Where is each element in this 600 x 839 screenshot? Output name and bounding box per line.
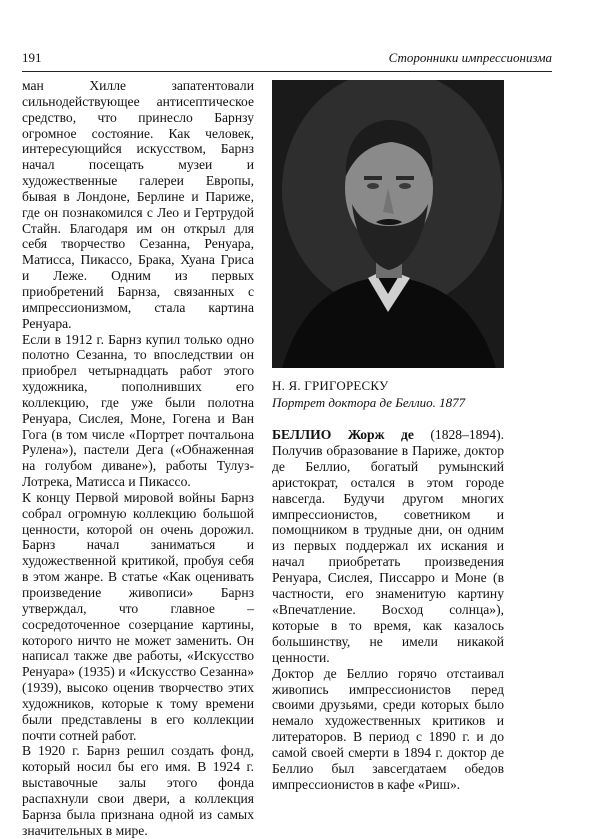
right-text-column bbox=[272, 427, 504, 793]
left-paragraph-4: В 1920 г. Барнз решил создать фонд, который носил бы его имя. В 1924 г. выставочные залы этого фонда распахнули свои двери, а коллекция Барнза была признана одной из самых значительных в мире. bbox=[22, 743, 254, 838]
left-text-column bbox=[22, 78, 254, 839]
running-title: Сторонники импрессионизма bbox=[388, 50, 552, 65]
page-number: 191 bbox=[22, 50, 42, 65]
figure-caption-title: Портрет доктора де Беллио. 1877 bbox=[272, 395, 466, 410]
running-header bbox=[22, 50, 552, 68]
left-paragraph-1: ман Хилле запатентовали сильнодействующее антисептическое средство, что принесло Барнзу огромное состояние. Как человек, интересующийся искусством, Барнз начал посещать музеи и художественные галереи Европы, бывая в Лондоне, Берлине и Париже, где он познакомился с Лео и Гертрудой Стайн. Благодаря им он открыл для себя творчество Сезанна, Ренуара, Матисса, Пикассо, Брака, Хуана Гриса и Леже. Одним из первых приобретений Барнза, связанных с импрессионизмом, стала картина Ренуара. bbox=[22, 78, 254, 331]
portrait-image bbox=[272, 80, 504, 368]
left-paragraph-3: К концу Первой мировой войны Барнз собрал огромную коллекцию большой ценности, которой он очень дорожил. Барнз начал заниматься и художественной критикой, пробуя себя в этом жанре. В статье «Как оценивать произведение живописи» Барнз утверждал, что главное – сосредоточенное созерцание картины, которого ничто не может заменить. Он написал также две работы, «Искусство Ренуара» (1935) и «Искусство Сезанна» (1939), высоко оценив творчество этих художников, которые к тому времени были представлены в его коллекции почти сотней работ. bbox=[22, 489, 254, 743]
entry-paragraph-2: Доктор де Беллио горячо отстаивал живопись импрессионистов перед своими друзьями, среди которых было немало художественных критиков и литераторов. В период с 1890 г. и до самой своей смерти в 1894 г. доктор де Беллио был завсегдатаем обедов импрессионистов в кафе «Риш». bbox=[272, 665, 504, 792]
entry-headword: БЕЛЛИО Жорж де bbox=[272, 427, 414, 442]
entry-paragraph-1 bbox=[272, 427, 504, 666]
header-rule bbox=[22, 71, 552, 72]
figure-caption-artist: Н. Я. ГРИГОРЕСКУ bbox=[272, 378, 389, 393]
entry-first-paragraph-text: (1828–1894). Получив образование в Париже, доктор де Беллио, богатый румынский аристократ, остался в этом городе навсегда. Будучи другом многих импрессионистов, советником и помощником в трудные дни, он одним из первых поддержал их искания и начал приобретать произведения Ренуара, Сислея, Писсарро и Моне (в частности, его знаменитую картину «Впечатление. Восход солнца»), которые в то время, как казалось большинству, не имели никакой ценности. bbox=[272, 427, 504, 665]
left-paragraph-2: Если в 1912 г. Барнз купил только одно полотно Сезанна, то впоследствии он приобрел четырнадцать работ этого художника, пополнивших его коллекцию, где уже были полотна Ренуара, Сислея, Моне, Гогена и Ван Гога (в том числе «Портрет почтальона Рулена»), пастели Дега («Обнаженная на голубом диване»), работы Тулуз-Лотрека, Матисса и Пикассо. bbox=[22, 331, 254, 490]
portrait-drawing bbox=[272, 80, 504, 368]
